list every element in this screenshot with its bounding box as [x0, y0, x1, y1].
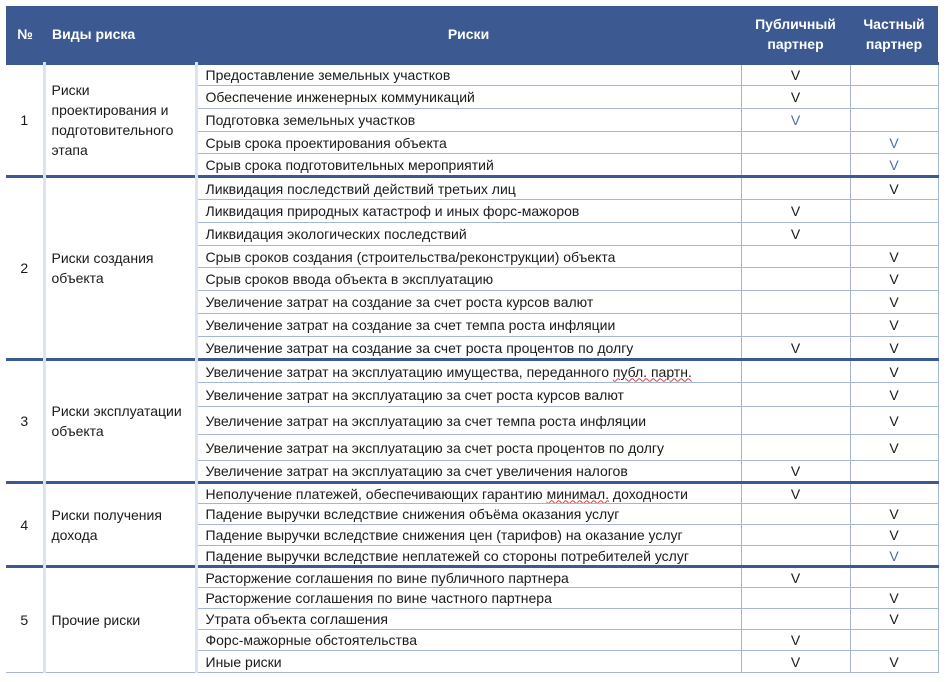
- public-partner-mark: V: [741, 109, 850, 132]
- public-partner-mark: [741, 246, 850, 268]
- risk-description: [196, 360, 741, 383]
- private-partner-mark: V: [850, 291, 938, 314]
- public-partner-mark: [741, 132, 850, 154]
- risk-description: Увеличение затрат на эксплуатацию за счет роста процентов по долгу: [196, 435, 741, 461]
- group-number: 3: [6, 360, 44, 483]
- table-body: [6, 64, 938, 673]
- private-partner-mark: [850, 109, 938, 132]
- group-risk-type: Риски эксплуатации объекта: [44, 360, 196, 483]
- risk-description: Расторжение соглашения по вине публичного партнера: [196, 567, 741, 588]
- risk-description: Увеличение затрат на создание за счет роста курсов валют: [196, 291, 741, 314]
- risk-description: Срыв сроков создания (строительства/реконструкции) объекта: [196, 246, 741, 268]
- risk-description: Подготовка земельных участков: [196, 109, 741, 132]
- risk-description: Увеличение затрат на эксплуатацию за счет увеличения налогов: [196, 461, 741, 483]
- risk-description: Ликвидация природных катастроф и иных форс-мажоров: [196, 200, 741, 223]
- risk-description: Предоставление земельных участков: [196, 64, 741, 86]
- table-row: [6, 567, 938, 588]
- risk-description: Срыв срока проектирования объекта: [196, 132, 741, 154]
- group-risk-type: Риски проектирования и подготовительного этапа: [44, 64, 196, 177]
- public-partner-mark: V: [741, 86, 850, 109]
- private-partner-mark: [850, 461, 938, 483]
- header-public-partner: Публичный партнер: [741, 6, 850, 64]
- risk-description: Обеспечение инженерных коммуникаций: [196, 86, 741, 109]
- public-partner-mark: [741, 291, 850, 314]
- risk-description: Падение выручки вследствие снижения объёма оказания услуг: [196, 504, 741, 525]
- public-partner-mark: [741, 588, 850, 609]
- public-partner-mark: [741, 435, 850, 461]
- risk-description: Срыв сроков ввода объекта в эксплуатацию: [196, 268, 741, 291]
- table-header-row: [6, 6, 938, 64]
- risk-description: Падение выручки вследствие неплатежей со стороны потребителей услуг: [196, 546, 741, 567]
- table-row: [6, 64, 938, 86]
- private-partner-mark: V: [850, 177, 938, 200]
- risk-description: Увеличение затрат на создание за счет темпа роста инфляции: [196, 314, 741, 337]
- private-partner-mark: V: [850, 609, 938, 630]
- public-partner-mark: V: [741, 651, 850, 673]
- private-partner-mark: [850, 567, 938, 588]
- public-partner-mark: V: [741, 223, 850, 246]
- risk-description: Форс-мажорные обстоятельства: [196, 630, 741, 651]
- risk-text-part: доходности: [609, 485, 688, 502]
- private-partner-mark: V: [850, 383, 938, 407]
- private-partner-mark: V: [850, 154, 938, 177]
- spellcheck-underlined-text: публ. партн.: [612, 363, 692, 380]
- group-number: 5: [6, 567, 44, 673]
- public-partner-mark: [741, 383, 850, 407]
- private-partner-mark: V: [850, 360, 938, 383]
- private-partner-mark: V: [850, 268, 938, 291]
- group-risk-type: Риски получения дохода: [44, 483, 196, 567]
- private-partner-mark: V: [850, 651, 938, 673]
- public-partner-mark: [741, 609, 850, 630]
- public-partner-mark: [741, 504, 850, 525]
- private-partner-mark: V: [850, 525, 938, 546]
- private-partner-mark: V: [850, 546, 938, 567]
- group-number: 2: [6, 177, 44, 360]
- risk-description: Ликвидация последствий действий третьих лиц: [196, 177, 741, 200]
- private-partner-mark: V: [850, 246, 938, 268]
- risk-description: Увеличение затрат на эксплуатацию за счет роста курсов валют: [196, 383, 741, 407]
- private-partner-mark: [850, 483, 938, 504]
- risk-description: [196, 483, 741, 504]
- table-row: [6, 483, 938, 504]
- public-partner-mark: V: [741, 337, 850, 360]
- group-risk-type: Риски создания объекта: [44, 177, 196, 360]
- risk-description: Утрата объекта соглашения: [196, 609, 741, 630]
- risk-allocation-table: [6, 6, 939, 673]
- private-partner-mark: [850, 223, 938, 246]
- public-partner-mark: [741, 177, 850, 200]
- public-partner-mark: [741, 407, 850, 435]
- private-partner-mark: V: [850, 435, 938, 461]
- table-row: [6, 177, 938, 200]
- table-row: [6, 360, 938, 383]
- public-partner-mark: [741, 546, 850, 567]
- private-partner-mark: V: [850, 588, 938, 609]
- public-partner-mark: [741, 268, 850, 291]
- risk-description: Увеличение затрат на создание за счет роста процентов по долгу: [196, 337, 741, 360]
- private-partner-mark: [850, 86, 938, 109]
- risk-text-part: Неполучение платежей, обеспечивающих гарантию: [205, 485, 547, 502]
- private-partner-mark: V: [850, 504, 938, 525]
- public-partner-mark: V: [741, 200, 850, 223]
- private-partner-mark: [850, 200, 938, 223]
- private-partner-mark: V: [850, 132, 938, 154]
- private-partner-mark: [850, 64, 938, 86]
- private-partner-mark: [850, 630, 938, 651]
- public-partner-mark: [741, 525, 850, 546]
- risk-description: Падение выручки вследствие снижения цен (тарифов) на оказание услуг: [196, 525, 741, 546]
- private-partner-mark: V: [850, 337, 938, 360]
- header-risks: Риски: [196, 6, 741, 64]
- public-partner-mark: V: [741, 461, 850, 483]
- risk-text-part: Увеличение затрат на эксплуатацию имущества, переданного: [205, 363, 613, 380]
- risk-description: Иные риски: [196, 651, 741, 673]
- group-number: 1: [6, 64, 44, 177]
- public-partner-mark: V: [741, 483, 850, 504]
- risk-description: Расторжение соглашения по вине частного партнера: [196, 588, 741, 609]
- public-partner-mark: V: [741, 630, 850, 651]
- private-partner-mark: V: [850, 407, 938, 435]
- public-partner-mark: [741, 314, 850, 337]
- risk-description: Ликвидация экологических последствий: [196, 223, 741, 246]
- header-risk-type: Виды риска: [44, 6, 196, 64]
- public-partner-mark: V: [741, 567, 850, 588]
- public-partner-mark: V: [741, 64, 850, 86]
- spellcheck-underlined-text: минимал.: [546, 485, 610, 502]
- risk-description: Срыв срока подготовительных мероприятий: [196, 154, 741, 177]
- header-number: №: [6, 6, 44, 64]
- risk-description: Увеличение затрат на эксплуатацию за счет темпа роста инфляции: [196, 407, 741, 435]
- group-number: 4: [6, 483, 44, 567]
- public-partner-mark: [741, 360, 850, 383]
- public-partner-mark: [741, 154, 850, 177]
- header-private-partner: Частный партнер: [850, 6, 938, 64]
- group-risk-type: Прочие риски: [44, 567, 196, 673]
- private-partner-mark: V: [850, 314, 938, 337]
